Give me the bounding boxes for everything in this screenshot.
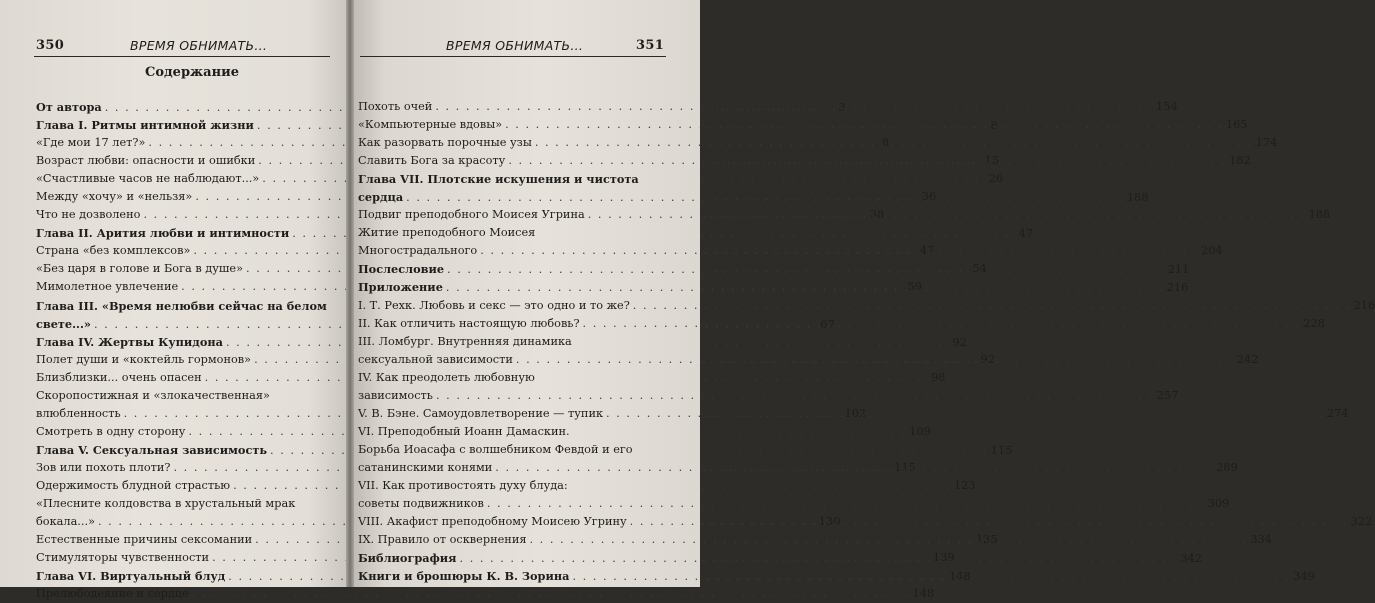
- toc-entry-page: 8: [990, 119, 998, 133]
- toc-entry-title: Глава II. Арития любви и интимности: [36, 226, 290, 241]
- toc-entry-title: Полет души и «коктейль гормонов»: [36, 352, 252, 366]
- toc-entry-page: 92: [980, 352, 995, 366]
- toc-entry-page: 115: [894, 460, 916, 474]
- toc-entry-title: VI. Преподобный Иоанн Дамаскин.: [358, 424, 570, 438]
- dot-leader: [446, 279, 1164, 297]
- toc-entry-page: 165: [1225, 118, 1248, 132]
- dot-leader: [572, 568, 1290, 586]
- toc-entry-page: 3: [838, 101, 846, 114]
- toc-entry-title: «Где мои 17 лет?»: [36, 136, 146, 150]
- toc-entry-page: 309: [1207, 497, 1230, 511]
- toc-entry: [358, 369, 666, 387]
- toc-entry: [358, 170, 666, 188]
- toc-entry: [358, 116, 1248, 134]
- toc-entry-title: I. Т. Рехк. Любовь и секс — это одно и то же?: [358, 298, 630, 312]
- toc-entry-page: 130: [818, 515, 841, 529]
- toc-entry: [36, 585, 935, 603]
- toc-entry-title: «Без царя в голове и Бога в душе»: [36, 262, 244, 276]
- dot-leader: [192, 585, 910, 603]
- toc-entry-page: 242: [1236, 352, 1259, 366]
- toc-entry-title: Глава I. Ритмы интимной жизни: [36, 118, 254, 133]
- toc-entry-title: IX. Правило от осквернения: [358, 533, 527, 547]
- toc-entry-page: 342: [1180, 552, 1202, 566]
- toc-entry-title: От автора: [36, 100, 102, 114]
- toc-entry-title: Глава VI. Виртуальный блуд: [36, 569, 226, 584]
- toc-entry-page: 47: [1018, 227, 1034, 241]
- toc-entry-title: Славить Бога за красоту: [358, 154, 506, 168]
- toc-entry: [358, 477, 666, 495]
- toc-entry-page: 334: [1250, 533, 1272, 547]
- toc-entry-title: Смотреть в одну сторону: [36, 424, 186, 438]
- dot-leader: [505, 116, 1223, 134]
- toc-entry-page: 274: [1326, 406, 1349, 420]
- toc-entry-page: 228: [1303, 316, 1325, 330]
- toc-entry-title: Библиография: [358, 551, 457, 566]
- toc-entry-page: 188: [1127, 191, 1149, 205]
- toc-entry-title: Близблизки... очень опасен: [36, 370, 202, 384]
- toc-entry-title: Похоть очей: [358, 100, 433, 113]
- dot-leader: [588, 206, 1306, 224]
- toc-entry-page: 216: [1353, 298, 1375, 312]
- dot-leader: [406, 189, 1124, 207]
- toc-entry: [36, 387, 332, 405]
- toc-entry-title: бокала...»: [36, 515, 95, 529]
- toc-entry-title: Книги и брошюры К. В. Зорина: [358, 569, 570, 584]
- dot-leader: [529, 531, 1247, 549]
- toc-entry-title: Глава IV. Жертвы Купидона: [36, 334, 223, 349]
- toc-entry-title: Стимуляторы чувственности: [36, 551, 210, 565]
- toc-entry-page: 182: [1229, 154, 1251, 168]
- toc-entry-title: II. Как отличить настоящую любовь?: [358, 316, 580, 330]
- toc-entry-page: 8: [882, 136, 890, 150]
- running-title-right: ВРЕМЯ ОБНИМАТЬ...: [446, 38, 584, 53]
- toc-entry-page: 204: [1201, 244, 1223, 258]
- toc-entry-title: «Компьютерные вдовы»: [358, 118, 503, 132]
- toc-entry-page: 36: [921, 190, 937, 204]
- dot-leader: [480, 242, 1198, 260]
- toc-entry-title: Скоропостижная и «злокачественная»: [36, 388, 270, 402]
- toc-entry-page: 257: [1156, 388, 1179, 402]
- toc-entry-title: V. В. Бэне. Самоудовлетворение — тупик: [358, 406, 604, 420]
- toc-entry-title: Зов или похоть плоти?: [36, 460, 171, 474]
- running-title-left: ВРЕМЯ ОБНИМАТЬ...: [130, 38, 268, 53]
- toc-entry-title: «Счастливые часов не наблюдают...»: [36, 172, 260, 186]
- toc-entry-title: сексуальной зависимости: [358, 352, 513, 366]
- toc-entry-page: 109: [909, 424, 931, 438]
- toc-entry-title: Мимолетное увлечение: [36, 280, 179, 294]
- toc-entry-title: свете...»: [36, 316, 91, 331]
- toc-entry-page: 188: [1308, 208, 1331, 222]
- toc-entry: [358, 495, 1230, 513]
- toc-entry-page: 26: [988, 172, 1004, 186]
- toc-entry-title: «Плесните колдовства в хрустальный мрак: [36, 497, 296, 511]
- dot-leader: [495, 459, 1213, 477]
- book-gutter: [346, 0, 354, 587]
- toc-entry-title: Что не дозволено: [36, 208, 141, 222]
- toc-entry: [358, 423, 666, 441]
- toc-entry-page: 349: [1293, 570, 1315, 584]
- toc-entry-title: VII. Как противостоять духу блуда:: [358, 478, 568, 492]
- dot-leader: [460, 550, 1178, 568]
- toc-entry-title: Одержимость блудной страстью: [36, 478, 231, 492]
- toc-entry: [358, 441, 666, 459]
- toc-entry: [358, 134, 1278, 152]
- toc-entry-title: Послесловие: [358, 262, 445, 277]
- dot-leader: [447, 261, 1165, 279]
- toc-entry: [36, 297, 332, 315]
- toc-entry-title: советы подвижников: [358, 497, 484, 511]
- toc-entry-page: 211: [1167, 263, 1190, 277]
- toc-entry-page: 92: [952, 335, 967, 349]
- toc-entry-page: 148: [949, 570, 971, 584]
- toc-entry: [36, 495, 332, 513]
- toc-entry-title: Возраст любви: опасности и ошибки: [36, 154, 256, 168]
- toc-entry-title: зависимость: [358, 388, 433, 402]
- toc-entry-page: 123: [953, 478, 976, 492]
- dot-leader: [436, 387, 1154, 405]
- toc-entry-page: 98: [931, 370, 946, 384]
- toc-entry-title: влюбленность: [36, 406, 121, 420]
- dot-leader: [606, 405, 1324, 423]
- toc-entry-title: Многострадального: [358, 244, 478, 258]
- toc-entry-title: Как разорвать порочные узы: [358, 136, 532, 150]
- dot-leader: [516, 351, 1234, 369]
- toc-entry-page: 47: [919, 244, 935, 258]
- header-rule-left: [34, 56, 330, 57]
- toc-entry-page: 102: [844, 406, 867, 420]
- dot-leader: [435, 98, 1153, 116]
- toc-entry-title: Борьба Иоасафа с волшебником Февдой и его: [358, 442, 633, 456]
- toc-entry-page: 148: [912, 587, 935, 601]
- toc-entry-title: Приложение: [358, 280, 443, 295]
- page-number-right: 351: [636, 38, 665, 53]
- toc-entry-page: 139: [932, 551, 955, 565]
- toc-entry-title: VIII. Акафист преподобному Моисею Угрину: [358, 515, 627, 529]
- toc-entry-page: 115: [990, 443, 1013, 457]
- toc-entry: [358, 224, 666, 242]
- dot-leader: [633, 297, 1351, 315]
- dot-leader: [487, 495, 1205, 513]
- toc-entry-title: Глава V. Сексуальная зависимость: [36, 442, 268, 457]
- page-number-left: 350: [36, 38, 65, 53]
- toc-entry-page: 67: [820, 317, 835, 331]
- contents-heading: Содержание: [145, 65, 240, 80]
- header-rule-right: [360, 56, 666, 57]
- toc-entry-page: 15: [984, 154, 1000, 168]
- toc-entry: [358, 297, 1375, 315]
- dot-leader: [535, 134, 1253, 152]
- toc-entry-page: 154: [1156, 100, 1178, 113]
- toc-entry-title: сатанинскими конями: [358, 460, 493, 474]
- toc-entry-title: Между «хочу» и «нельзя»: [36, 190, 193, 204]
- toc-entry-title: Страна «без комплексов»: [36, 244, 191, 258]
- toc-entry-title: Глава VII. Плотские искушения и чистота: [358, 172, 639, 187]
- toc-entry: [358, 387, 1179, 405]
- toc-entry-page: 135: [976, 533, 998, 547]
- toc-entry-title: III. Ломбург. Внутренняя динамика: [358, 334, 572, 348]
- toc-entry-title: Прелюбодеяние и сердце: [36, 587, 189, 601]
- toc-entry-title: Житие преподобного Моисея: [358, 226, 536, 240]
- dot-leader: [583, 315, 1301, 333]
- toc-entry-page: 59: [907, 280, 922, 294]
- toc-entry-page: 216: [1166, 281, 1189, 295]
- toc-entry-title: Естественные причины сексомании: [36, 533, 253, 547]
- toc-entry-title: Глава III. «Время нелюбви сейчас на белом: [36, 298, 327, 313]
- dot-leader: [508, 152, 1226, 170]
- toc-entry: [358, 98, 1178, 116]
- toc-entry-page: 54: [972, 262, 987, 276]
- toc-entry-title: сердца: [358, 190, 404, 205]
- toc-entry-title: IV. Как преодолеть любовную: [358, 370, 535, 384]
- toc-entry-page: 38: [869, 208, 885, 222]
- toc-entry-title: Подвиг преподобного Моисея Угрина: [358, 208, 585, 222]
- toc-entry-page: 289: [1216, 460, 1238, 474]
- toc-entry: [358, 333, 666, 351]
- toc-entry-page: 174: [1255, 136, 1278, 150]
- dot-leader: [630, 513, 1348, 531]
- toc-entry-page: 322: [1350, 515, 1373, 529]
